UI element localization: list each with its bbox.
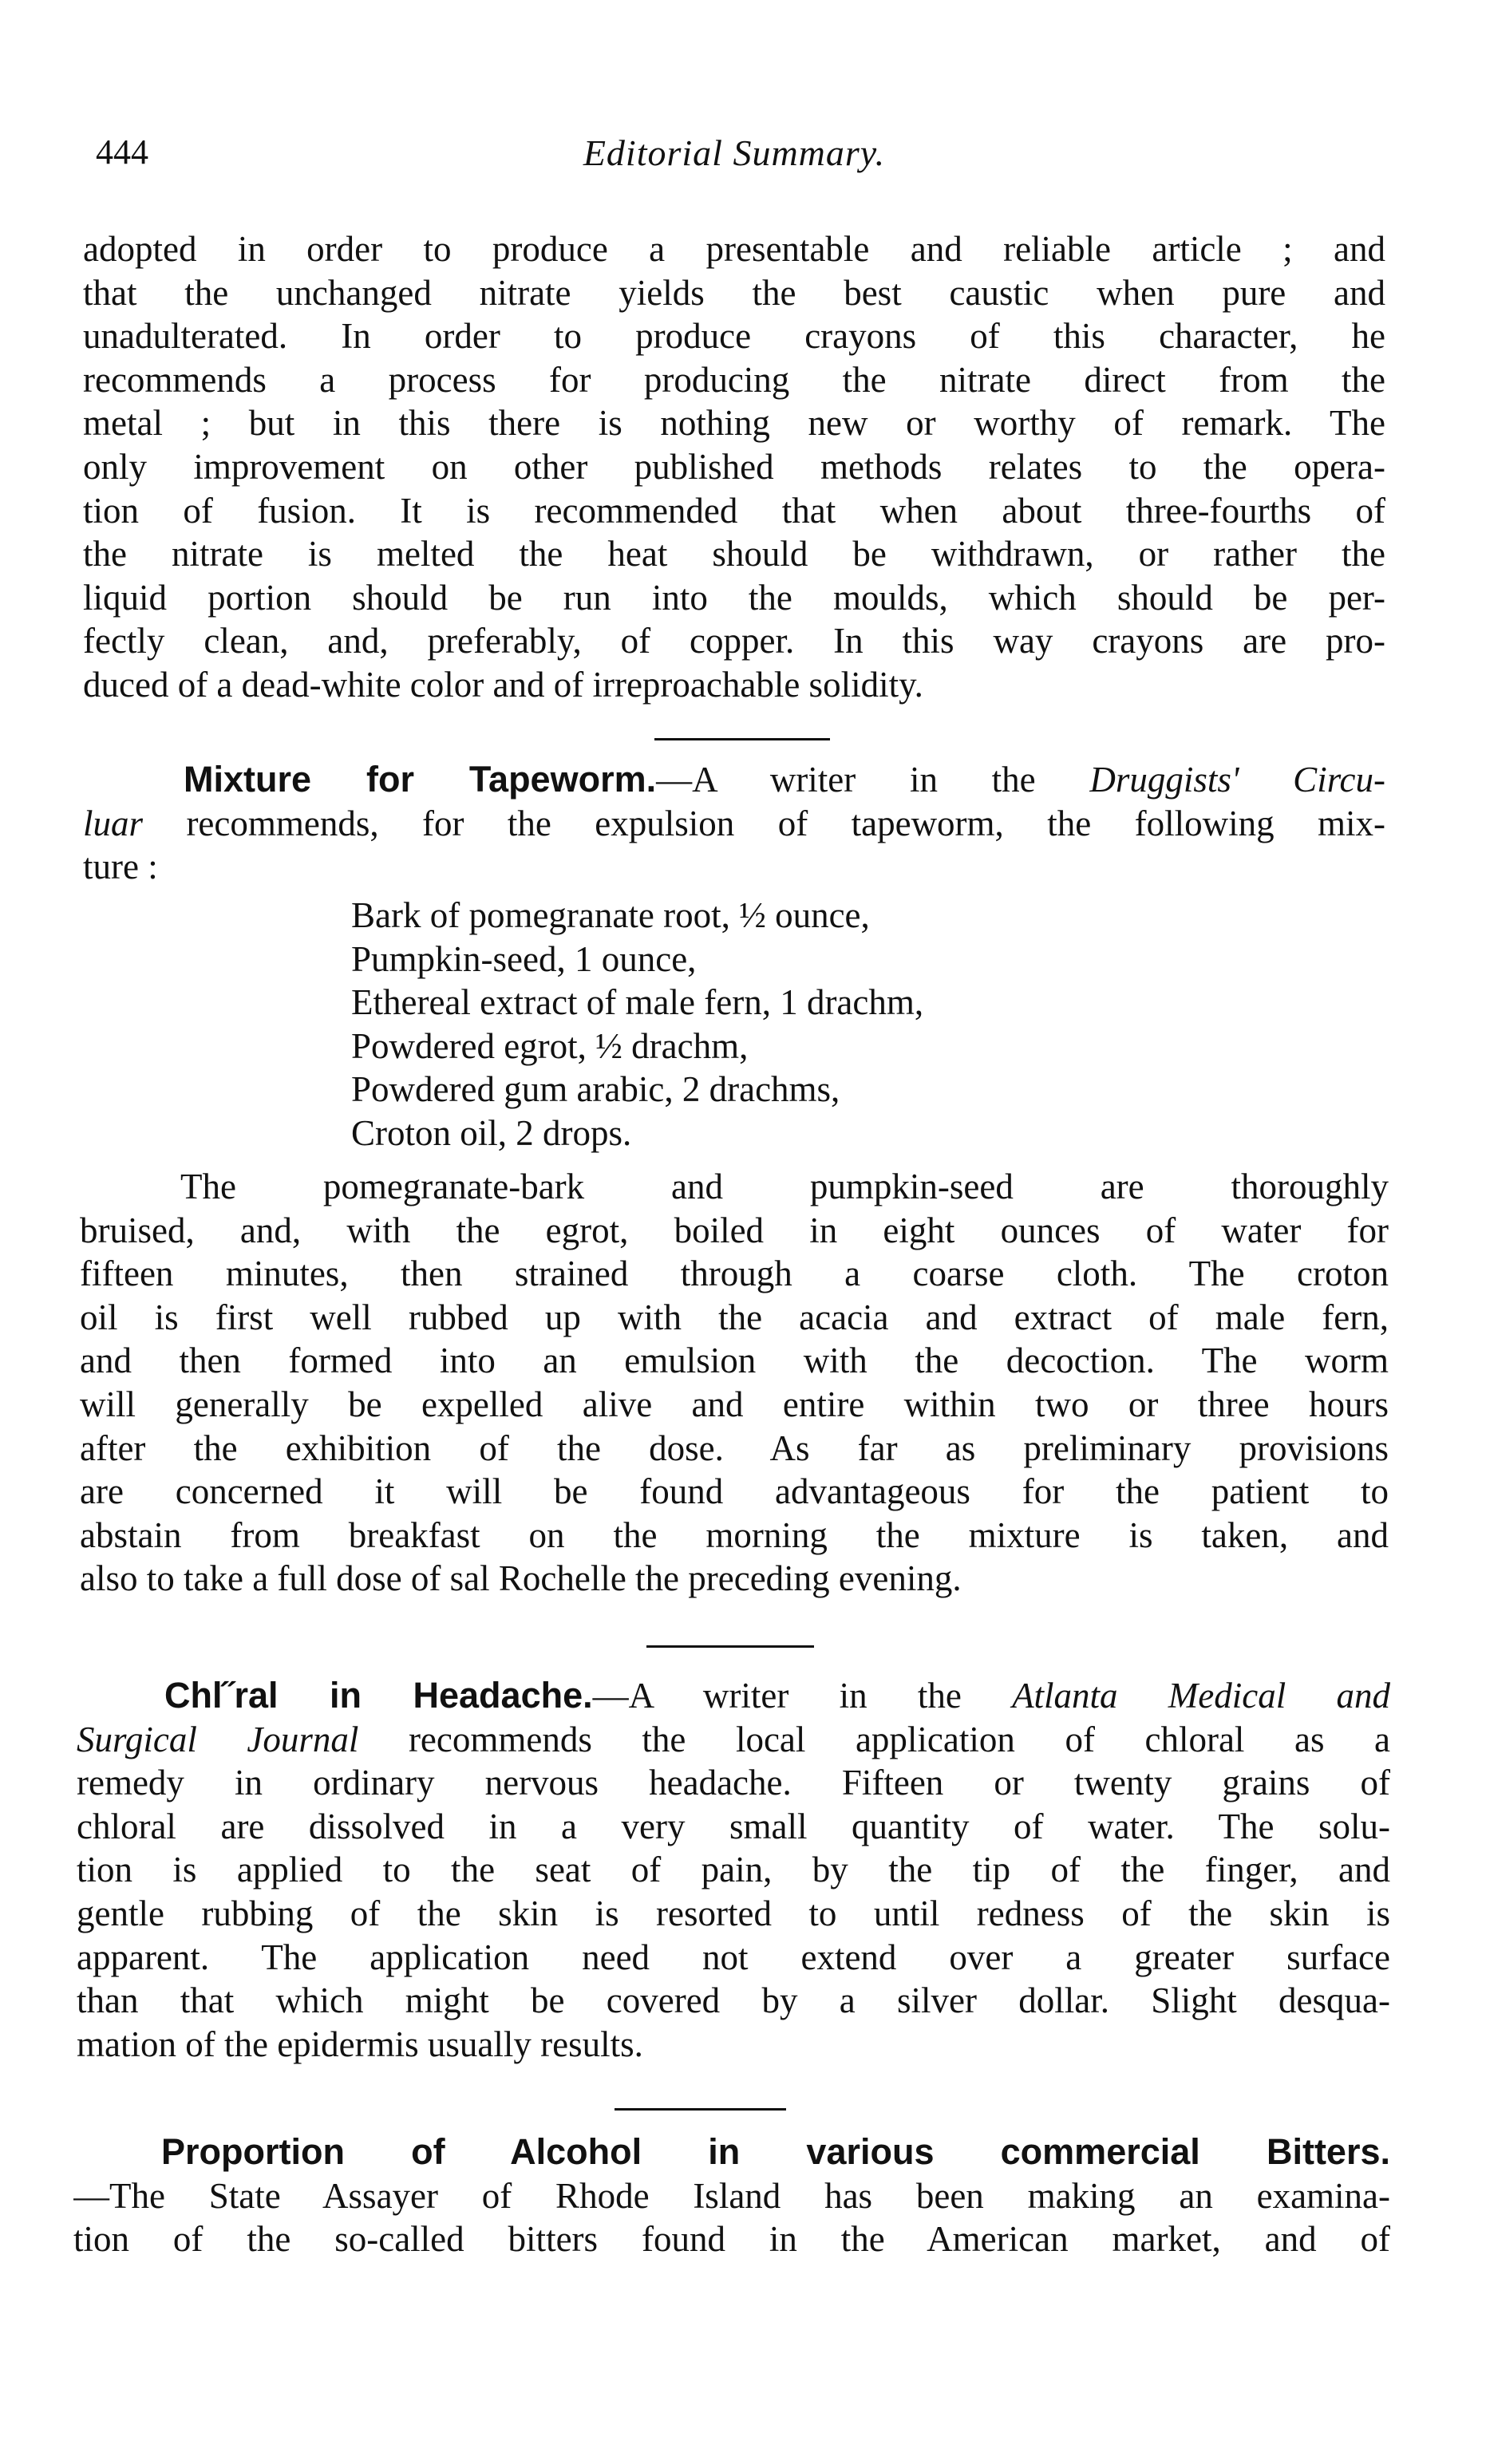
text-line: will generally be expelled alive and entire within two or three hours [80, 1384, 1389, 1424]
section-heading: Chl˝ral in Headache. [164, 1675, 593, 1716]
alcohol-section [73, 2130, 1390, 2261]
recipe-item: Bark of pomegranate root, ½ ounce, [351, 895, 870, 935]
text-line: also to take a full dose of sal Rochelle the preceding evening. [80, 1558, 962, 1599]
text-line [77, 1674, 1390, 1718]
text-line [73, 2130, 1390, 2174]
text-line: remedy in ordinary nervous headache. Fifteen or twenty grains of [77, 1763, 1390, 1803]
section-heading: Proportion of Alcohol in various commercial Bitters. [161, 2131, 1390, 2172]
text-line [83, 758, 1385, 802]
text-line: adopted in order to produce a presentable and reliable article ; and [83, 229, 1385, 269]
text-span: —A writer in the [656, 760, 1036, 800]
tapeworm-section [83, 758, 1385, 889]
text-line: tion of the so-called bitters found in the American market, and of [73, 2219, 1390, 2260]
recipe-item: Powdered egrot, ½ drachm, [351, 1025, 749, 1066]
journal-name: Surgical Journal [77, 1719, 359, 1759]
page-header [96, 132, 1373, 195]
text-span: recommends, for the expulsion of tapeworm, the following mix- [186, 803, 1385, 843]
recipe-item: Powdered gum arabic, 2 drachms, [351, 1069, 840, 1110]
recipe-list [351, 894, 923, 1155]
text-line: tion is applied to the seat of pain, by the tip of the finger, and [77, 1850, 1390, 1890]
text-line: chloral are dissolved in a very small quantity of water. The solu- [77, 1806, 1390, 1846]
running-title: Editorial Summary. [583, 132, 886, 173]
text-line: The pomegranate-bark and pumpkin-seed are thoroughly [180, 1167, 1389, 1206]
recipe-item: Pumpkin-seed, 1 ounce, [351, 938, 697, 979]
intro-paragraph [83, 227, 1385, 707]
text-line: recommends a process for producing the nitrate direct from the [83, 359, 1385, 400]
section-divider [646, 1645, 814, 1648]
text-line: liquid portion should be run into the moulds, which should be per- [83, 577, 1385, 618]
text-line: fifteen minutes, then strained through a coarse cloth. The croton [80, 1254, 1389, 1294]
text-line: the nitrate is melted the heat should be withdrawn, or rather the [83, 534, 1385, 575]
tapeworm-body [80, 1165, 1389, 1601]
text-line: mation of the epidermis usually results. [77, 2024, 643, 2064]
journal-name: Atlanta Medical and [1012, 1676, 1390, 1716]
text-line: fectly clean, and, preferably, of copper. In this way crayons are pro- [83, 621, 1385, 661]
journal-name: Druggists' Circu- [1089, 760, 1385, 800]
journal-name: luar [83, 803, 144, 843]
text-line: oil is first well rubbed up with the acacia and extract of male fern, [80, 1297, 1389, 1337]
text-line: tion of fusion. It is recommended that when about three-fourths of [83, 490, 1385, 531]
recipe-item: Ethereal extract of male fern, 1 drachm, [351, 982, 924, 1023]
recipe-item: Croton oil, 2 drops. [351, 1112, 632, 1153]
section-divider [615, 2108, 786, 2111]
text-line: and then formed into an emulsion with the decoction. The worm [80, 1341, 1389, 1381]
section-divider [654, 738, 830, 740]
text-line: gentle rubbing of the skin is resorted to until redness of the skin is [77, 1893, 1390, 1933]
text-line [83, 802, 1385, 846]
section-heading: Mixture for Tapeworm. [184, 759, 657, 800]
text-span: —A writer in the [592, 1676, 962, 1716]
text-line: abstain from breakfast on the morning the mixture is taken, and [80, 1514, 1389, 1555]
text-line [73, 2174, 1390, 2218]
text-line: only improvement on other published methods relates to the opera- [83, 446, 1385, 487]
page-number: 444 [96, 132, 148, 172]
text-span: State Assayer of Rhode Island has been making an examina- [208, 2175, 1390, 2216]
text-line: that the unchanged nitrate yields the best caustic when pure and [83, 272, 1385, 313]
chloral-section [77, 1674, 1390, 2066]
text-line: after the exhibition of the dose. As far as preliminary provisions [80, 1427, 1389, 1468]
text-line: apparent. The application need not extend over a greater surface [77, 1937, 1390, 1977]
text-line: duced of a dead-white color and of irreproachable solidity. [83, 664, 923, 705]
text-line: metal ; but in this there is nothing new or worthy of remark. The [83, 403, 1385, 444]
text-line: than that which might be covered by a silver dollar. Slight desqua- [77, 1980, 1390, 2021]
text-line: ture : [83, 847, 158, 887]
text-line: are concerned it will be found advantageous for the patient to [80, 1471, 1389, 1512]
text-span: —The [73, 2175, 165, 2216]
text-line [77, 1718, 1390, 1762]
text-line: unadulterated. In order to produce crayons of this character, he [83, 316, 1385, 357]
text-span: recommends the local application of chloral as a [408, 1719, 1390, 1759]
text-line: bruised, and, with the egrot, boiled in eight ounces of water for [80, 1210, 1389, 1250]
